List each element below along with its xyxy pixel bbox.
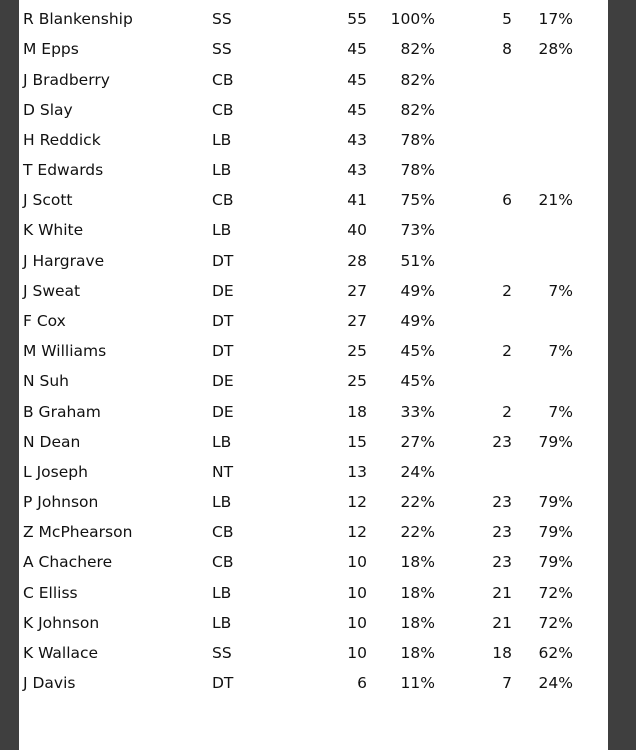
table-row [19, 487, 608, 517]
table-row [19, 457, 608, 487]
defense-snaps: 6 [357, 674, 367, 692]
table-row [19, 306, 608, 336]
table-row [19, 668, 608, 698]
defense-snap-percent: 78% [400, 161, 435, 179]
defense-snap-percent: 82% [400, 40, 435, 58]
special-teams-snap-percent: 7% [548, 282, 573, 300]
table-row [19, 578, 608, 608]
special-teams-snaps: 2 [502, 282, 512, 300]
special-teams-snap-percent: 79% [538, 433, 573, 451]
player-position: SS [212, 644, 232, 662]
defense-snap-percent: 18% [400, 584, 435, 602]
player-position: NT [212, 463, 234, 481]
player-name: N Dean [23, 433, 81, 451]
defense-snaps: 55 [347, 10, 367, 28]
player-position: DE [212, 372, 234, 390]
table-row [19, 4, 608, 34]
defense-snap-percent: 78% [400, 131, 435, 149]
special-teams-snaps: 18 [492, 644, 512, 662]
table-row [19, 638, 608, 668]
defense-snaps: 45 [347, 40, 367, 58]
table-row [19, 427, 608, 457]
defense-snaps: 15 [347, 433, 367, 451]
defense-snaps: 25 [347, 342, 367, 360]
player-position: DT [212, 252, 234, 270]
player-position: CB [212, 71, 234, 89]
table-row [19, 185, 608, 215]
player-position: SS [212, 10, 232, 28]
special-teams-snaps: 7 [502, 674, 512, 692]
special-teams-snaps: 2 [502, 342, 512, 360]
special-teams-snap-percent: 72% [538, 584, 573, 602]
special-teams-snaps: 23 [492, 523, 512, 541]
defense-snap-percent: 82% [400, 101, 435, 119]
special-teams-snap-percent: 21% [538, 191, 573, 209]
special-teams-snaps: 21 [492, 614, 512, 632]
player-name: D Slay [23, 101, 73, 119]
player-name: C Elliss [23, 584, 78, 602]
defense-snaps: 27 [347, 312, 367, 330]
player-position: DT [212, 312, 234, 330]
player-position: SS [212, 40, 232, 58]
defense-snap-percent: 24% [400, 463, 435, 481]
player-position: DT [212, 342, 234, 360]
player-position: LB [212, 161, 232, 179]
player-name: K White [23, 221, 84, 239]
special-teams-snaps: 5 [502, 10, 512, 28]
special-teams-snap-percent: 7% [548, 403, 573, 421]
defense-snaps: 10 [347, 644, 367, 662]
player-name: H Reddick [23, 131, 101, 149]
player-name: B Graham [23, 403, 101, 421]
player-position: CB [212, 191, 234, 209]
defense-snap-percent: 73% [400, 221, 435, 239]
player-name: J Scott [23, 191, 73, 209]
special-teams-snaps: 6 [502, 191, 512, 209]
defense-snaps: 40 [347, 221, 367, 239]
player-name: J Hargrave [23, 252, 105, 270]
player-name: J Sweat [23, 282, 81, 300]
defense-snaps: 43 [347, 131, 367, 149]
player-name: P Johnson [23, 493, 99, 511]
table-row [19, 366, 608, 396]
player-name: K Johnson [23, 614, 100, 632]
player-name: L Joseph [23, 463, 88, 481]
player-position: DT [212, 674, 234, 692]
special-teams-snaps: 23 [492, 433, 512, 451]
special-teams-snaps: 8 [502, 40, 512, 58]
special-teams-snap-percent: 24% [538, 674, 573, 692]
defense-snap-percent: 22% [400, 493, 435, 511]
defense-snap-percent: 18% [400, 614, 435, 632]
player-position: DE [212, 282, 234, 300]
defense-snaps: 10 [347, 553, 367, 571]
defense-snaps: 41 [347, 191, 367, 209]
defense-snaps: 28 [347, 252, 367, 270]
player-name: A Chachere [23, 553, 113, 571]
defense-snap-percent: 49% [400, 312, 435, 330]
table-row [19, 215, 608, 245]
player-name: M Williams [23, 342, 107, 360]
table-row [19, 517, 608, 547]
table-row [19, 125, 608, 155]
special-teams-snap-percent: 79% [538, 553, 573, 571]
player-position: CB [212, 553, 234, 571]
player-name: K Wallace [23, 644, 99, 662]
table-row [19, 155, 608, 185]
special-teams-snap-percent: 62% [538, 644, 573, 662]
defense-snap-percent: 51% [400, 252, 435, 270]
defense-snap-percent: 75% [400, 191, 435, 209]
player-name: M Epps [23, 40, 79, 58]
defense-snaps: 13 [347, 463, 367, 481]
defense-snaps: 25 [347, 372, 367, 390]
special-teams-snap-percent: 72% [538, 614, 573, 632]
player-position: CB [212, 101, 234, 119]
defense-snap-percent: 33% [400, 403, 435, 421]
defense-snaps: 45 [347, 101, 367, 119]
table-row [19, 336, 608, 366]
table-row [19, 246, 608, 276]
table-row [19, 276, 608, 306]
defense-snap-percent: 100% [390, 10, 435, 28]
defense-snap-percent: 49% [400, 282, 435, 300]
defense-snaps: 12 [347, 493, 367, 511]
special-teams-snaps: 21 [492, 584, 512, 602]
player-position: LB [212, 493, 232, 511]
special-teams-snap-percent: 79% [538, 523, 573, 541]
special-teams-snap-percent: 28% [538, 40, 573, 58]
defense-snaps: 10 [347, 614, 367, 632]
defense-snaps: 27 [347, 282, 367, 300]
player-name: J Davis [23, 674, 76, 692]
document-page [19, 0, 608, 750]
special-teams-snap-percent: 7% [548, 342, 573, 360]
defense-snap-percent: 11% [400, 674, 435, 692]
player-position: LB [212, 131, 232, 149]
defense-snap-percent: 82% [400, 71, 435, 89]
defense-snap-percent: 45% [400, 372, 435, 390]
player-name: N Suh [23, 372, 70, 390]
defense-snaps: 18 [347, 403, 367, 421]
table-row [19, 95, 608, 125]
defense-snap-percent: 45% [400, 342, 435, 360]
special-teams-snaps: 23 [492, 493, 512, 511]
player-position: LB [212, 614, 232, 632]
defense-snaps: 45 [347, 71, 367, 89]
table-row [19, 34, 608, 64]
defense-snap-percent: 18% [400, 644, 435, 662]
special-teams-snap-percent: 79% [538, 493, 573, 511]
table-row [19, 547, 608, 577]
defense-snap-percent: 18% [400, 553, 435, 571]
player-name: Z McPhearson [23, 523, 133, 541]
player-name: J Bradberry [23, 71, 110, 89]
defense-snaps: 43 [347, 161, 367, 179]
player-position: LB [212, 221, 232, 239]
special-teams-snap-percent: 17% [538, 10, 573, 28]
player-position: LB [212, 433, 232, 451]
player-name: R Blankenship [23, 10, 133, 28]
player-position: LB [212, 584, 232, 602]
player-position: DE [212, 403, 234, 421]
special-teams-snaps: 2 [502, 403, 512, 421]
player-position: CB [212, 523, 234, 541]
player-name: F Cox [23, 312, 66, 330]
player-name: T Edwards [23, 161, 104, 179]
special-teams-snaps: 23 [492, 553, 512, 571]
defense-snaps: 10 [347, 584, 367, 602]
defense-snap-percent: 27% [400, 433, 435, 451]
defense-snaps: 12 [347, 523, 367, 541]
table-row [19, 65, 608, 95]
defense-snap-percent: 22% [400, 523, 435, 541]
table-row [19, 608, 608, 638]
table-row [19, 397, 608, 427]
